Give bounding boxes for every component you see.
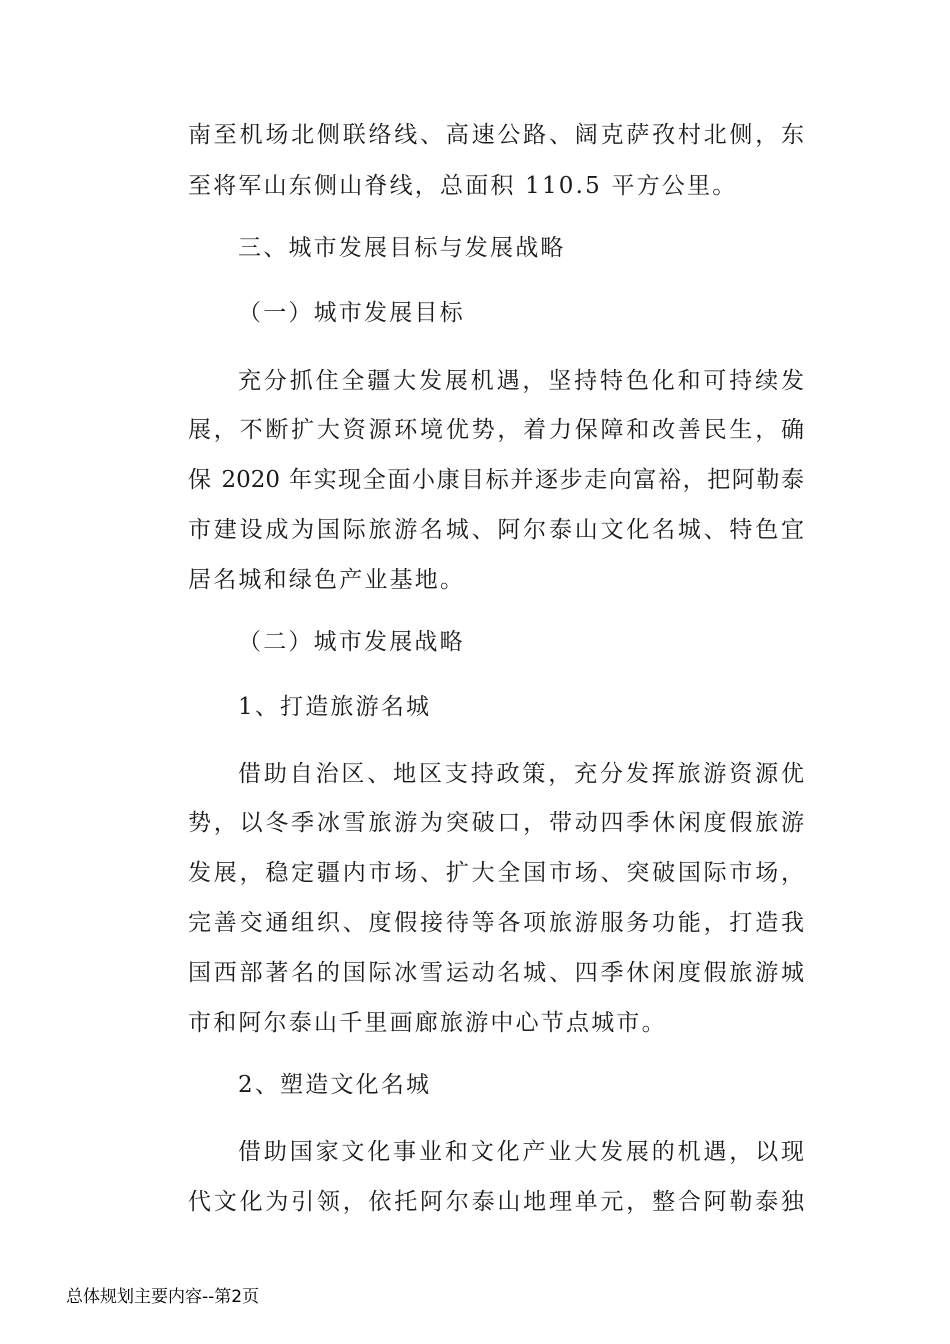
subsection-heading: （二）城市发展战略 bbox=[238, 629, 465, 655]
item-heading: 1、打造旅游名城 bbox=[238, 694, 432, 720]
section-heading: 三、城市发展目标与发展战略 bbox=[238, 235, 566, 261]
item-heading: 2、塑造文化名城 bbox=[238, 1072, 432, 1098]
paragraph-line: 展，不断扩大资源环境优势，着力保障和改善民生，确 bbox=[188, 417, 804, 443]
paragraph-line: 借助国家文化事业和文化产业大发展的机遇，以现 bbox=[238, 1139, 804, 1165]
paragraph-line: 充分抓住全疆大发展机遇，坚持特色化和可持续发 bbox=[238, 368, 804, 394]
paragraph-line: 完善交通组织、度假接待等各项旅游服务功能，打造我 bbox=[188, 910, 804, 936]
paragraph-line: 国西部著名的国际冰雪运动名城、四季休闲度假旅游城 bbox=[188, 960, 804, 986]
paragraph-line: 南至机场北侧联络线、高速公路、阔克萨孜村北侧，东 bbox=[188, 122, 804, 148]
paragraph-line: 居名城和绿色产业基地。 bbox=[188, 567, 466, 593]
paragraph-line: 至将军山东侧山脊线，总面积 110.5 平方公里。 bbox=[188, 173, 738, 199]
paragraph-line: 保 2020 年实现全面小康目标并逐步走向富裕，把阿勒泰 bbox=[188, 467, 804, 493]
paragraph-line: 势，以冬季冰雪旅游为突破口，带动四季休闲度假旅游 bbox=[188, 810, 804, 836]
paragraph-line: 发展，稳定疆内市场、扩大全国市场、突破国际市场， bbox=[188, 860, 804, 886]
paragraph-line: 代文化为引领，依托阿尔泰山地理单元，整合阿勒泰独 bbox=[188, 1189, 804, 1215]
paragraph-line: 市和阿尔泰山千里画廊旅游中心节点城市。 bbox=[188, 1010, 667, 1036]
paragraph-line: 借助自治区、地区支持政策，充分发挥旅游资源优 bbox=[238, 761, 804, 787]
page-footer: 总体规划主要内容--第2页 bbox=[66, 1287, 260, 1307]
paragraph-line: 市建设成为国际旅游名城、阿尔泰山文化名城、特色宜 bbox=[188, 517, 804, 543]
subsection-heading: （一）城市发展目标 bbox=[238, 300, 465, 326]
